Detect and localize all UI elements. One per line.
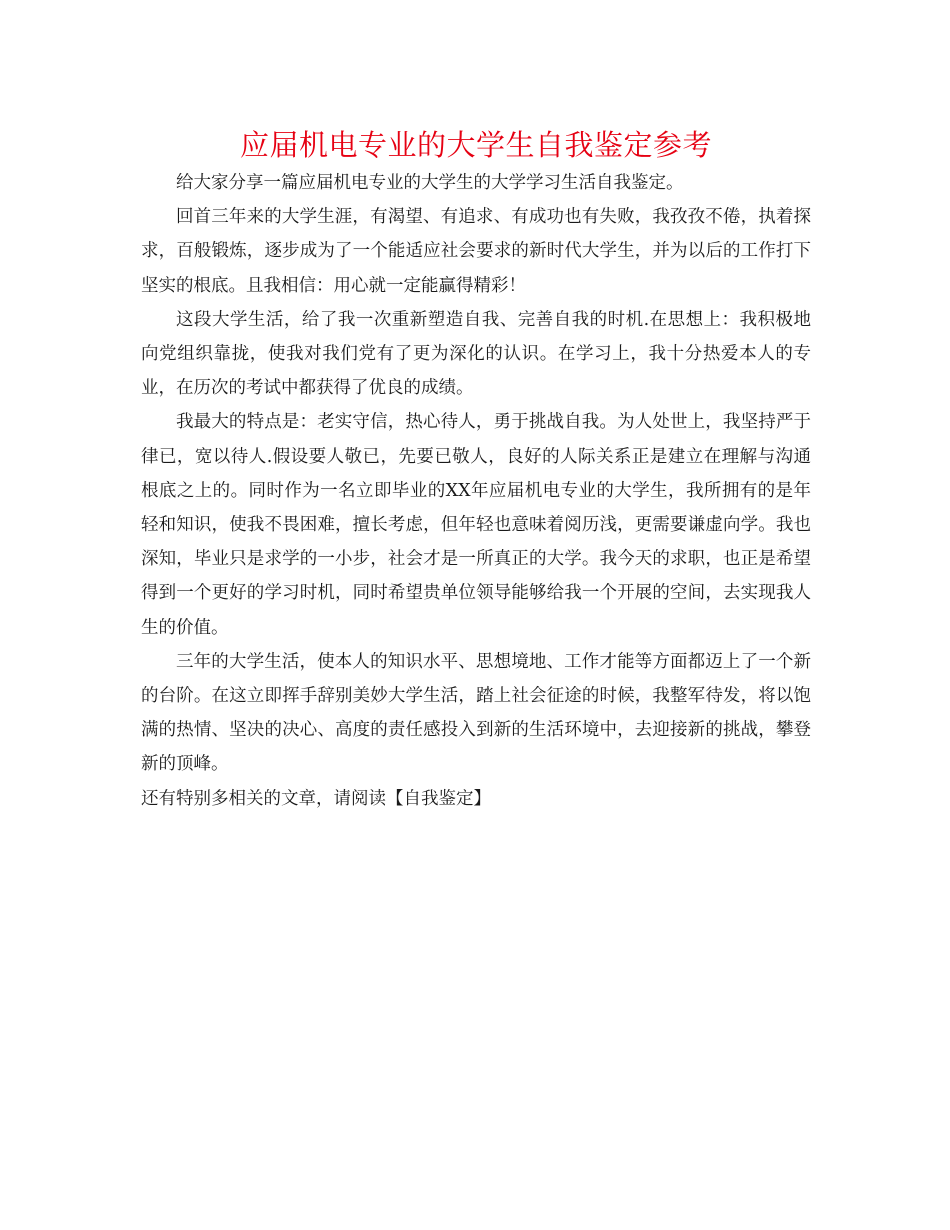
paragraph-character: 我最大的特点是：老实守信，热心待人，勇于挑战自我。为人处世上，我坚持严于律已，宽以待人.假设要人敬已，先要已敬人，良好的人际关系正是建立在理解与沟通根底之上的。同时作为一名立即毕业的XX年应届机电专业的大学生，我所拥有的是年轻和知识，使我不畏困难，擅长考虑，但年轻也意味着阅历浅，更需要谦虚向学。我也深知，毕业只是求学的一小步，社会才是一所真正的大学。我今天的求职，也正是希望得到一个更好的学习时机，同时希望贵单位领导能够给我一个开展的空间，去实现我人生的价值。 <box>141 412 811 638</box>
document-page <box>141 126 811 816</box>
related-articles-link[interactable]: 还有特别多相关的文章，请阅读【自我鉴定】 <box>141 788 491 809</box>
document-title: 应届机电专业的大学生自我鉴定参考 <box>239 128 712 162</box>
paragraph-growth: 这段大学生活，给了我一次重新塑造自我、完善自我的时机.在思想上：我积极地向党组织靠拢，使我对我们党有了更为深化的认识。在学习上，我十分热爱本人的专业，在历次的考试中都获得了优良的成绩。 <box>141 309 811 399</box>
paragraph-conclusion: 三年的大学生活，使本人的知识水平、思想境地、工作才能等方面都迈上了一个新的台阶。在这立即挥手辞别美妙大学生活，踏上社会征途的时候，我整军待发，将以饱满的热情、坚决的决心、高度的责任感投入到新的生活环境中，去迎接新的挑战，攀登新的顶峰。 <box>141 651 811 775</box>
paragraph-review: 回首三年来的大学生涯，有渴望、有追求、有成功也有失败，我孜孜不倦，执着探求，百般锻炼，逐步成为了一个能适应社会要求的新时代大学生，并为以后的工作打下坚实的根底。且我相信：用心就一定能赢得精彩！ <box>141 207 811 296</box>
paragraph-intro: 给大家分享一篇应届机电专业的大学生的大学学习生活自我鉴定。 <box>176 173 684 193</box>
document-body <box>141 166 811 816</box>
